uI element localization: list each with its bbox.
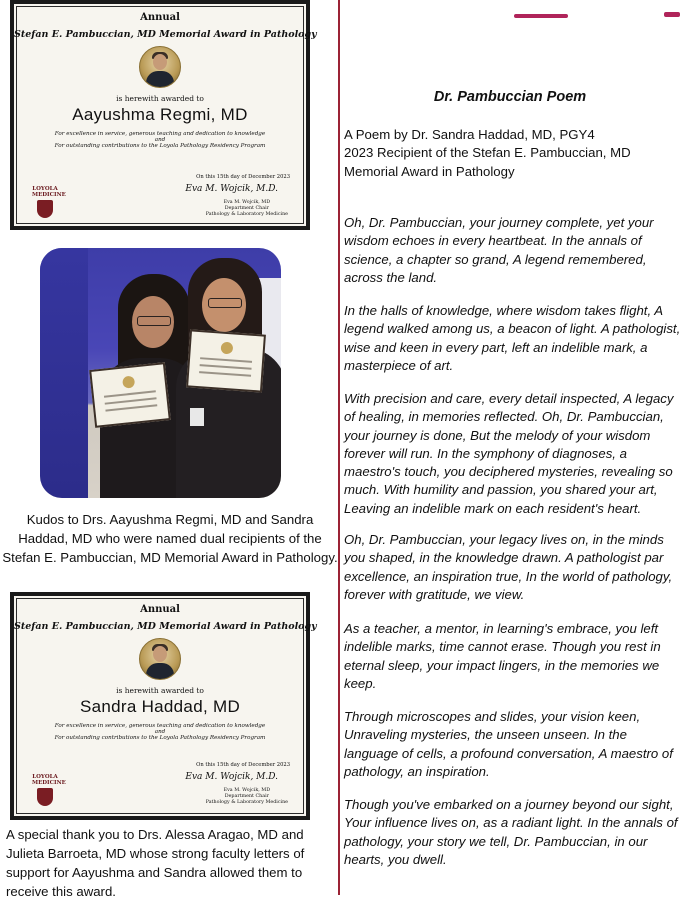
poem-author: A Poem by Dr. Sandra Haddad, MD, PGY4 (344, 127, 595, 142)
crest-icon (37, 788, 53, 806)
header-accent-bar-small (664, 12, 680, 17)
loyola-logo: LOYOLA MEDICINE (32, 186, 58, 218)
signature: Eva M. Wojcik, M.D. (185, 184, 278, 194)
poem-stanza-1: Oh, Dr. Pambuccian, your journey complete, yet your wisdom echoes in every heartbeat. In the annals of science, a chapter so grand, A legend remembered, across the land. (344, 215, 654, 285)
poem-stanza-4: Oh, Dr. Pambuccian, your legacy lives on, in the minds you shaped, in the knowledge drawn. A pathologist par excellence, an inspiration true, In the world of pathology, forever with gratitude, we view. (344, 532, 673, 602)
certificate-line-1: For excellence in service, generous teaching and dedication to knowledge (54, 131, 266, 137)
poem-stanza-6: Through microscopes and slides, your vision keen, Unraveling mysteries, the unseen unseen. In the language of cells, a profound conversation, A maestro of pathology, an inspiration. (344, 709, 673, 779)
signer-block (206, 788, 288, 806)
signer-name: Eva M. Wojcik, MD (223, 200, 271, 205)
signer-title: Department Chair (224, 794, 269, 799)
certificate-heading: Annual (140, 604, 180, 615)
certificate-line-1: For excellence in service, generous teaching and dedication to knowledge (54, 723, 266, 729)
poem-title: Dr. Pambuccian Poem (433, 89, 587, 105)
crest-icon (37, 200, 53, 218)
certificate-regmi (10, 0, 317, 230)
awarded-text: is herewith awarded to (116, 686, 204, 695)
column-divider (338, 0, 340, 895)
certificate-and: and (154, 137, 166, 143)
recipient-name: Sandra Haddad, MD (79, 697, 241, 716)
certificate-date: On this 15th day of December 2023 (196, 762, 290, 768)
certificate-award-name: Stefan E. Pambuccian, MD Memorial Award in Pathology (14, 621, 317, 632)
certificate-haddad (10, 592, 317, 820)
header-accent-bar (514, 14, 568, 18)
signer-department: Pathology & Laboratory Medicine (205, 800, 288, 805)
signature: Eva M. Wojcik, M.D. (185, 772, 278, 782)
certificate-date: On this 15th day of December 2023 (196, 174, 290, 180)
signer-department: Pathology & Laboratory Medicine (205, 212, 288, 217)
loyola-logo: LOYOLA MEDICINE (32, 774, 58, 806)
signer-title: Department Chair (224, 206, 269, 211)
poem-stanza-5: As a teacher, a mentor, in learning's embrace, you left indelible marks, time cannot erase. Though you rest in eternal sleep, your impact lingers, in the memories we keep. (344, 621, 661, 691)
recipients-photo (40, 248, 281, 498)
certificate-line-2: For outstanding contributions to the Loyola Pathology Residency Program (54, 143, 266, 149)
signer-name: Eva M. Wojcik, MD (223, 788, 271, 793)
thank-you-note: A special thank you to Drs. Alessa Aragao, MD and Julieta Barroeta, MD whose strong faculty letters of support for Aayushma and Sandra allowed them to receive this award. (6, 827, 305, 899)
certificate-and: and (154, 729, 166, 735)
signer-block (206, 200, 288, 218)
poem-stanza-2: In the halls of knowledge, where wisdom takes flight, A legend walked among us, a beacon of light. A pathologist, wise and keen in every part, left an indelible mark, a masterpiece of art. (344, 303, 680, 373)
recipient-name: Aayushma Regmi, MD (72, 105, 248, 124)
portrait-medallion (139, 638, 181, 680)
poem-stanza-3: With precision and care, every detail inspected, A legacy of healing, in memories reflected. Oh, Dr. Pambuccian, your journey is done, But the melody of your wisdom forever will run. In the symphony of diagnoses, a maestro's touch, you deciphered mysteries, revealing so much. With humility and passion, you shared your art, Leaving an indelible mark on each resident's heart. (344, 391, 674, 516)
poem-byline (344, 126, 674, 181)
poem-stanza-7: Though you've embarked on a journey beyond our sight, Your influence lives on, as a radiant light. In the annals of pathology, your story we tell, Dr. Pambuccian, in our hearts, you dwell. (344, 797, 678, 867)
certificate-heading: Annual (140, 12, 180, 23)
awarded-text: is herewith awarded to (116, 94, 204, 103)
certificate-line-2: For outstanding contributions to the Loyola Pathology Residency Program (54, 735, 266, 741)
certificate-award-name: Stefan E. Pambuccian, MD Memorial Award in Pathology (14, 29, 317, 40)
portrait-medallion (139, 46, 181, 88)
poem-award-note: 2023 Recipient of the Stefan E. Pambuccian, MD Memorial Award in Pathology (344, 145, 631, 179)
photo-caption: Kudos to Drs. Aayushma Regmi, MD and Sandra Haddad, MD who were named dual recipients of the Stefan E. Pambuccian, MD Memorial Award in Pathology. (2, 512, 338, 565)
